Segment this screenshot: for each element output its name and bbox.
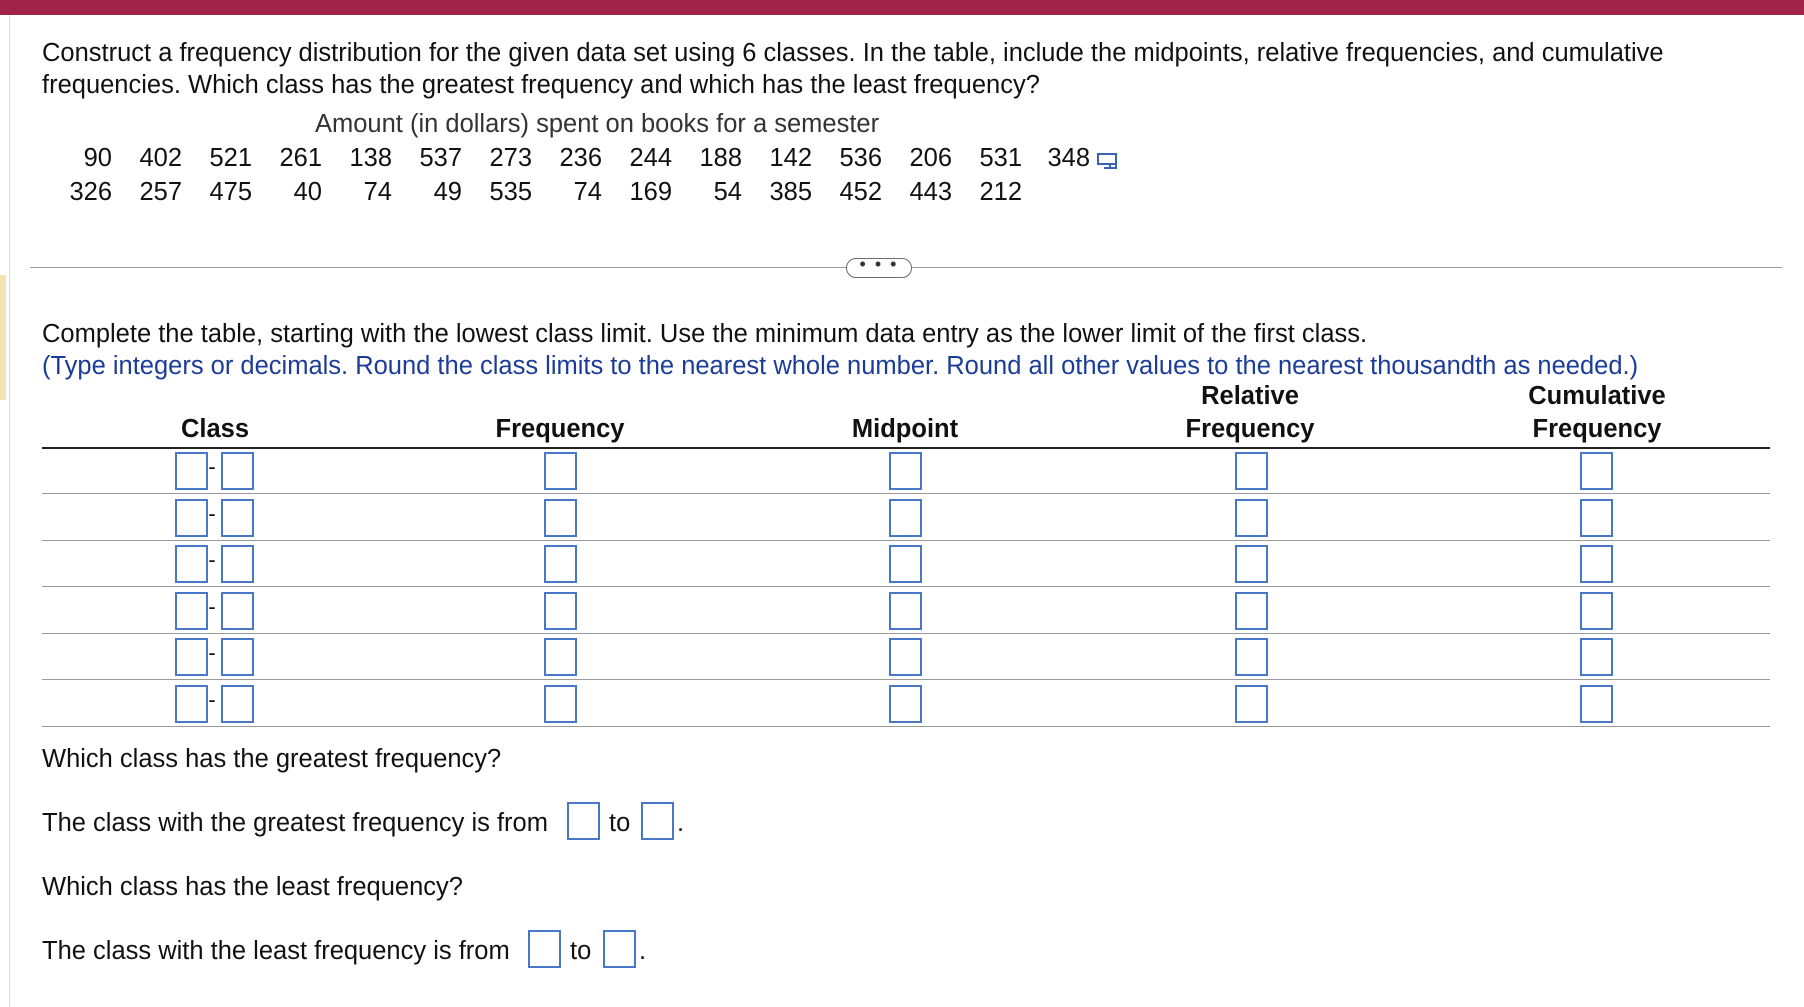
header-cumulative-bottom: Frequency (1532, 415, 1662, 443)
class-upper-input[interactable] (221, 545, 254, 583)
frequency-input[interactable] (544, 685, 577, 723)
frequency-input[interactable] (544, 452, 577, 490)
question-line-1: Construct a frequency distribution for the given data set using 6 classes. In the table, include the midpoints, relative frequencies, and cumulative (42, 39, 1664, 67)
class-dash: - (208, 547, 216, 573)
data-value: 536 (839, 144, 882, 172)
data-value: 138 (349, 144, 392, 172)
class-upper-input[interactable] (221, 499, 254, 537)
table-row-rule (42, 540, 1770, 541)
data-value: 452 (839, 178, 882, 206)
copy-data-icon[interactable] (1096, 150, 1120, 174)
greatest-to-label: to (609, 809, 631, 837)
data-value: 535 (489, 178, 532, 206)
midpoint-input[interactable] (889, 685, 922, 723)
data-value: 142 (769, 144, 812, 172)
instruction-line-1: Complete the table, starting with the lowest class limit. Use the minimum data entry as the lower limit of the first class. (42, 320, 1368, 348)
table-row-rule (42, 633, 1770, 634)
class-lower-input[interactable] (175, 685, 208, 723)
header-relative-bottom: Frequency (1185, 415, 1315, 443)
question-line-2: frequencies. Which class has the greatest frequency and which has the least frequency? (42, 71, 1040, 99)
class-dash: - (208, 454, 216, 479)
class-lower-input[interactable] (175, 452, 208, 490)
frequency-input[interactable] (544, 545, 577, 583)
relative-frequency-input[interactable] (1235, 638, 1268, 676)
least-to-label: to (570, 937, 592, 965)
top-bar (0, 0, 1804, 15)
class-dash: - (208, 593, 216, 619)
data-value: 273 (489, 144, 532, 172)
cumulative-frequency-input[interactable] (1580, 452, 1613, 490)
data-value: 90 (83, 144, 112, 172)
class-upper-input[interactable] (221, 638, 254, 676)
midpoint-input[interactable] (889, 452, 922, 490)
midpoint-input[interactable] (889, 545, 922, 583)
data-value: 537 (419, 144, 462, 172)
data-value: 74 (573, 178, 602, 206)
class-dash: - (208, 500, 216, 526)
least-from-input[interactable] (528, 930, 561, 968)
relative-frequency-input[interactable] (1235, 592, 1268, 630)
data-value: 326 (69, 178, 112, 206)
header-midpoint: Midpoint (851, 415, 959, 443)
least-sentence: The class with the least frequency is from (42, 937, 510, 965)
data-value: 475 (209, 178, 252, 206)
relative-frequency-input[interactable] (1235, 452, 1268, 490)
data-value: 521 (209, 144, 252, 172)
data-value: 261 (279, 144, 322, 172)
greatest-question: Which class has the greatest frequency? (42, 745, 502, 773)
class-lower-input[interactable] (175, 592, 208, 630)
class-lower-input[interactable] (175, 545, 208, 583)
frequency-input[interactable] (544, 638, 577, 676)
header-frequency: Frequency (495, 415, 625, 443)
class-dash: - (208, 640, 216, 666)
header-relative-top: Relative (1201, 382, 1299, 410)
table-header-rule (42, 447, 1770, 449)
table-row-rule (42, 726, 1770, 727)
greatest-period: . (677, 809, 685, 837)
greatest-to-input[interactable] (641, 802, 674, 840)
relative-frequency-input[interactable] (1235, 545, 1268, 583)
header-class: Class (180, 415, 250, 443)
greatest-sentence: The class with the greatest frequency is from (42, 809, 548, 837)
class-upper-input[interactable] (221, 592, 254, 630)
data-value: 244 (629, 144, 672, 172)
class-upper-input[interactable] (221, 452, 254, 490)
data-value: 206 (909, 144, 952, 172)
instruction-line-2: (Type integers or decimals. Round the class limits to the nearest whole number. Round all other values to the nearest thousandth as needed.) (42, 352, 1639, 380)
class-lower-input[interactable] (175, 499, 208, 537)
class-lower-input[interactable] (175, 638, 208, 676)
data-value: 188 (699, 144, 742, 172)
class-upper-input[interactable] (221, 685, 254, 723)
cumulative-frequency-input[interactable] (1580, 638, 1613, 676)
more-button[interactable]: • • • (846, 258, 912, 278)
data-value: 531 (979, 144, 1022, 172)
least-period: . (639, 937, 647, 965)
left-border (9, 15, 10, 1007)
left-accent (0, 275, 6, 400)
data-value: 169 (629, 178, 672, 206)
data-value: 74 (363, 178, 392, 206)
data-value: 40 (293, 178, 322, 206)
greatest-from-input[interactable] (567, 802, 600, 840)
dataset-title: Amount (in dollars) spent on books for a semester (315, 110, 880, 138)
relative-frequency-input[interactable] (1235, 499, 1268, 537)
table-row-rule (42, 493, 1770, 494)
data-value: 54 (713, 178, 742, 206)
header-cumulative-top: Cumulative (1528, 382, 1666, 410)
data-value: 385 (769, 178, 812, 206)
class-dash: - (208, 687, 216, 712)
relative-frequency-input[interactable] (1235, 685, 1268, 723)
data-value: 212 (979, 178, 1022, 206)
cumulative-frequency-input[interactable] (1580, 592, 1613, 630)
data-value: 257 (139, 178, 182, 206)
frequency-input[interactable] (544, 499, 577, 537)
midpoint-input[interactable] (889, 638, 922, 676)
cumulative-frequency-input[interactable] (1580, 685, 1613, 723)
table-row-rule (42, 679, 1770, 680)
data-value: 443 (909, 178, 952, 206)
cumulative-frequency-input[interactable] (1580, 545, 1613, 583)
frequency-input[interactable] (544, 592, 577, 630)
table-row-rule (42, 586, 1770, 587)
cumulative-frequency-input[interactable] (1580, 499, 1613, 537)
data-value: 49 (433, 178, 462, 206)
data-value: 348 (1047, 144, 1090, 172)
data-value: 402 (139, 144, 182, 172)
least-question: Which class has the least frequency? (42, 873, 463, 901)
data-value: 236 (559, 144, 602, 172)
midpoint-input[interactable] (889, 499, 922, 537)
least-to-input[interactable] (603, 930, 636, 968)
midpoint-input[interactable] (889, 592, 922, 630)
